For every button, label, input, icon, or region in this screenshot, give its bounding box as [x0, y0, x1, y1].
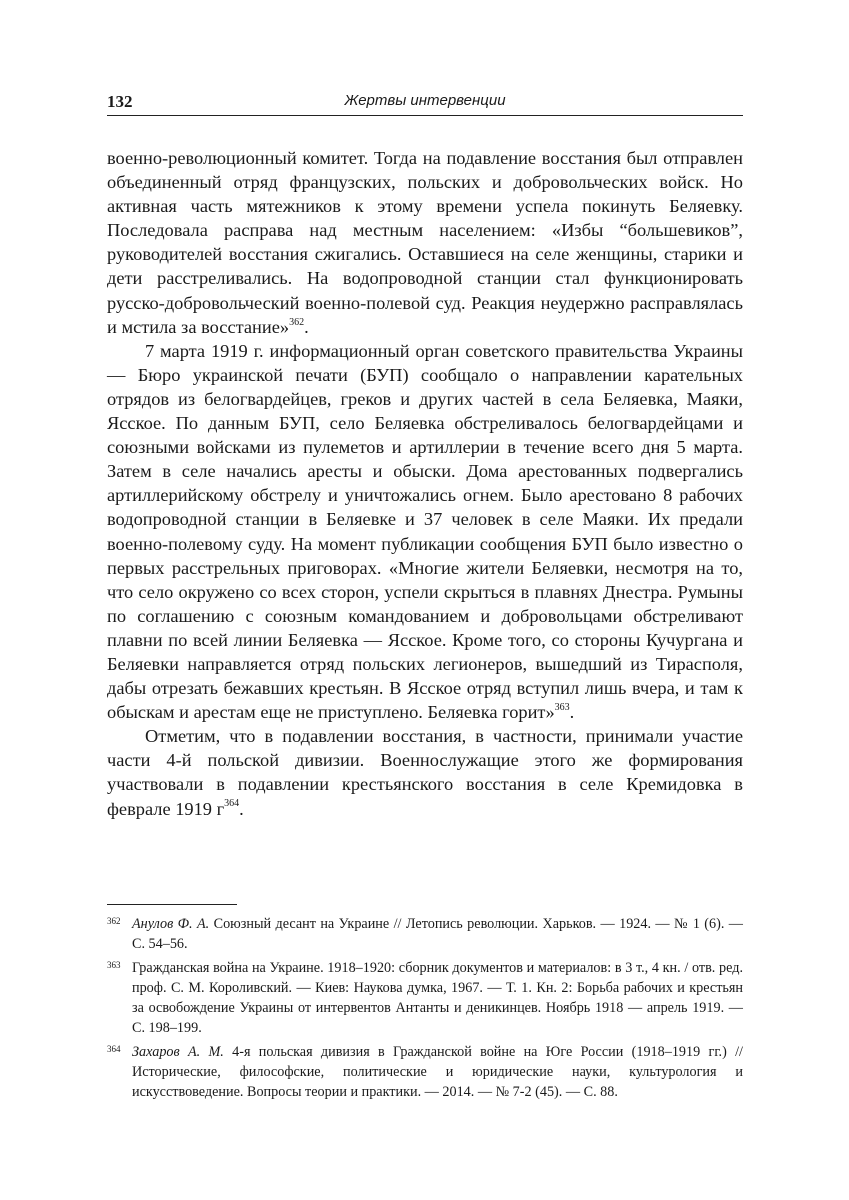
footnote-text: Союзный десант на Украине // Летопись революции. Харьков. — 1924. — № 1 (6). — С. 54–56.	[132, 916, 743, 952]
footnote-number: 363	[107, 960, 121, 970]
paragraph-1-end: .	[304, 316, 309, 337]
footnotes	[107, 914, 743, 1106]
page-number: 132	[107, 92, 133, 111]
footnote-rule	[107, 904, 237, 905]
paragraph-1	[107, 146, 743, 339]
running-title: Жертвы интервенции	[344, 92, 506, 109]
footnote-362	[107, 914, 743, 954]
footnote-number: 364	[107, 1044, 121, 1054]
footnote-ref-363[interactable]: 363	[554, 702, 570, 714]
header-rule	[107, 115, 743, 116]
page-header	[107, 90, 743, 114]
footnote-text: 4-я польская дивизия в Гражданской войне на Юге России (1918–1919 гг.) // Исторические, философские, политические и юридические науки, культурология и искусствоведение. Вопросы теории и практики. — 2014. — № 7-2 (45). — С. 88.	[132, 1044, 743, 1100]
footnote-ref-364[interactable]: 364	[224, 798, 240, 810]
footnote-364	[107, 1042, 743, 1102]
footnote-number: 362	[107, 916, 121, 926]
paragraph-1-text: военно-революционный комитет. Тогда на подавление восстания был отправлен объединенный отряд французских, польских и добровольческих войск. Но активная часть мятежников к этому времени успела покинуть Беляевку. Последовала расправа над местным населением: «Избы “большевиков”, руководителей восстания сжигались. Оставшиеся на селе женщины, старики и дети расстреливались. На водопроводной станции стал функционировать русско-добровольческий военно-полевой суд. Реакция неудержно расправлялась и мстила за восстание»	[107, 148, 743, 337]
footnote-363	[107, 958, 743, 1038]
footnote-author: Анулов Ф. А.	[132, 916, 210, 932]
footnote-author: Захаров А. М.	[132, 1044, 224, 1060]
paragraph-3-text: Отметим, что в подавлении восстания, в частности, принимали участие части 4-й польской дивизии. Военнослужащие этого же формирования участвовали в подавлении крестьянского восстания в селе Кремидовка в феврале 1919 г	[107, 726, 743, 819]
paragraph-2-text: 7 марта 1919 г. информационный орган советского правительства Украины — Бюро украинской печати (БУП) сообщало о направлении карательных отрядов из белогвардейцев, греков и других частей в села Беляевка, Маяки, Ясское. По данным БУП, село Беляевка обстреливалось белогвардейцами и союзными войсками из пулеметов и артиллерии в течение всего дня 5 марта. Затем в селе начались аресты и обыски. Дома арестованных подвергались артиллерийскому обстрелу и уничтожались огнем. Было арестовано 8 рабочих водопроводной станции в Беляевке и 37 человек в селе Маяки. Их предали военно-полевому суду. На момент публикации сообщения БУП было известно о первых расстрельных приговорах. «Многие жители Беляевки, несмотря на то, что село окружено со всех сторон, успели скрыться в плавнях Днестра. Румыны по соглашению с союзным командованием и добровольцами обстреливают плавни по всей линии Беляевка — Ясское. Кроме того, со стороны Кучургана и Беляевки направляется отряд польских легионеров, вышедший из Тирасполя, дабы отрезать бежавших крестьян. В Ясское отряд вступил лишь вчера, и там к обыскам и арестам еще не приступлено. Беляевка горит»	[107, 340, 743, 723]
body-text	[107, 146, 743, 821]
footnote-text: Гражданская война на Украине. 1918–1920: сборник документов и материалов: в 3 т., 4 кн. / отв. ред. проф. С. М. Короливский. — Киев: Наукова думка, 1967. — Т. 1. Кн. 2: Борьба рабочих и крестьян за освобождение Украины от интервентов Антанты и деникинцев. Ноябрь 1918 — апрель 1919. — С. 198–199.	[132, 960, 743, 1036]
paragraph-3	[107, 724, 743, 820]
paragraph-3-end: .	[239, 798, 244, 819]
footnote-ref-362[interactable]: 362	[289, 316, 305, 328]
paragraph-2-end: .	[569, 702, 575, 723]
paragraph-2	[107, 339, 743, 725]
